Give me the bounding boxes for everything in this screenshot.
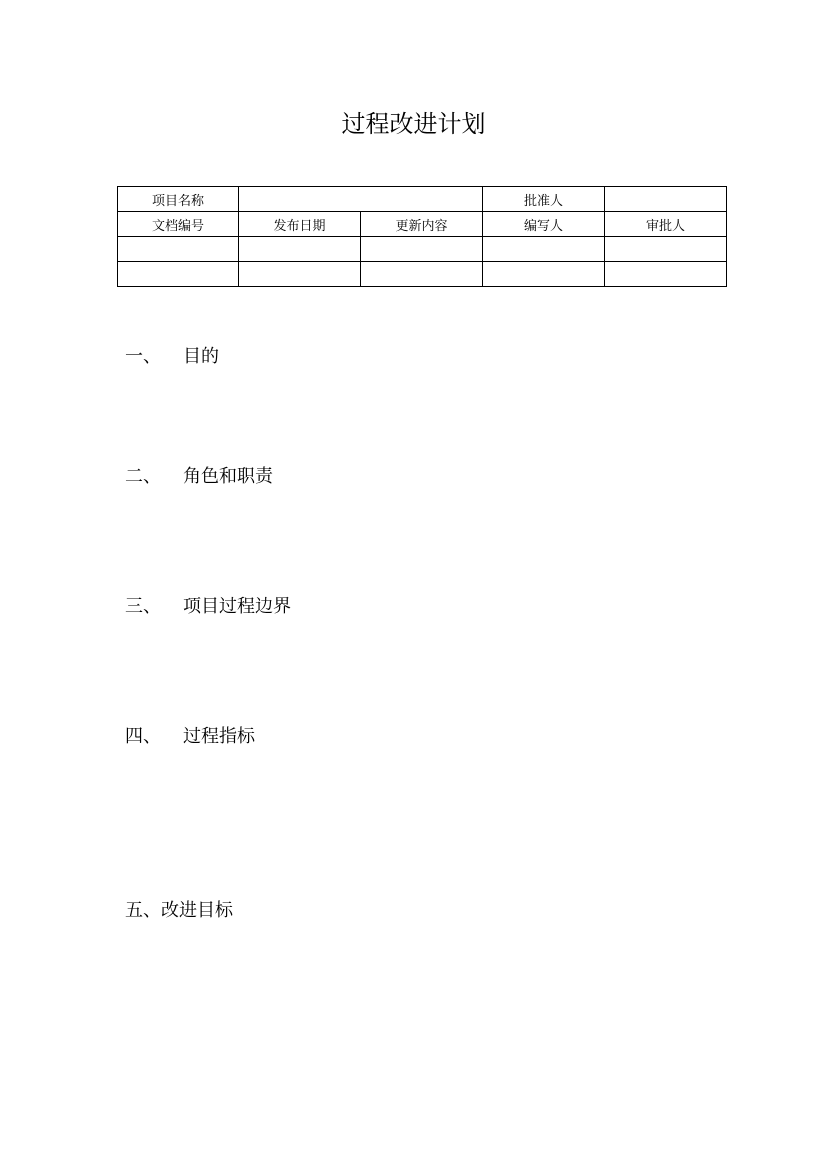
project-name-label: 项目名称: [118, 187, 239, 212]
approver-label: 批准人: [483, 187, 605, 212]
section-title: 项目过程边界: [183, 596, 291, 617]
section-heading-goals: [125, 898, 233, 924]
section-number: 三、: [125, 596, 161, 617]
section-heading-metrics: [125, 724, 255, 750]
column-header-author: 编写人: [483, 212, 605, 237]
table-cell[interactable]: [118, 262, 239, 287]
section-heading-roles: [125, 464, 273, 490]
column-header-release-date: 发布日期: [239, 212, 361, 237]
document-title: 过程改进计划: [341, 110, 486, 138]
table-row: [118, 187, 727, 212]
section-number: 二、: [125, 466, 161, 487]
table-header-row: [118, 212, 727, 237]
section-title: 改进目标: [161, 900, 233, 921]
table-cell[interactable]: [239, 237, 361, 262]
column-header-reviewer: 审批人: [605, 212, 727, 237]
section-heading-boundary: [125, 594, 291, 620]
table-cell[interactable]: [605, 237, 727, 262]
section-title: 角色和职责: [183, 466, 273, 487]
table-cell[interactable]: [483, 262, 605, 287]
table-cell[interactable]: [361, 262, 483, 287]
approver-value[interactable]: [605, 187, 727, 212]
section-title: 过程指标: [183, 726, 255, 747]
document-info-table: [117, 186, 727, 287]
table-row: [118, 237, 727, 262]
section-number: 五、: [125, 900, 161, 921]
section-heading-purpose: [125, 344, 219, 370]
section-number: 四、: [125, 726, 161, 747]
table-cell[interactable]: [605, 262, 727, 287]
column-header-update-content: 更新内容: [361, 212, 483, 237]
project-name-value[interactable]: [239, 187, 483, 212]
table-cell[interactable]: [483, 237, 605, 262]
section-number: 一、: [125, 346, 161, 367]
table-cell[interactable]: [361, 237, 483, 262]
table-cell[interactable]: [239, 262, 361, 287]
column-header-doc-number: 文档编号: [118, 212, 239, 237]
table-cell[interactable]: [118, 237, 239, 262]
section-title: 目的: [183, 346, 219, 367]
table-row: [118, 262, 727, 287]
